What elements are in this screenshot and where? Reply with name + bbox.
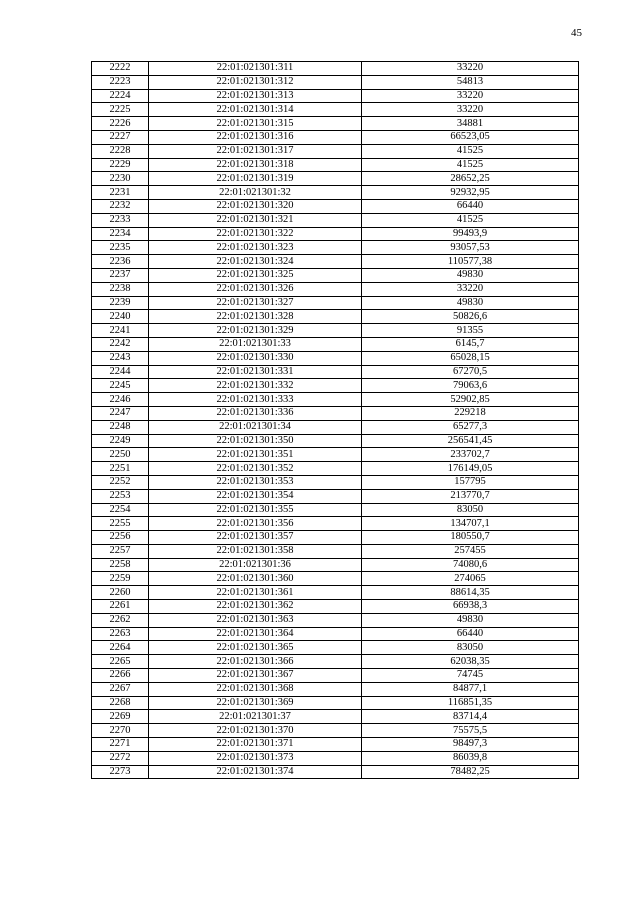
cadastral-number-cell: 22:01:021301:364	[149, 627, 362, 641]
cadastral-number-cell: 22:01:021301:327	[149, 296, 362, 310]
row-number-cell: 2231	[92, 186, 149, 200]
cadastral-number-cell: 22:01:021301:362	[149, 600, 362, 614]
table-row	[92, 434, 579, 448]
value-cell: 66523,05	[362, 130, 579, 144]
table-row	[92, 158, 579, 172]
row-number-cell: 2258	[92, 558, 149, 572]
table-row	[92, 241, 579, 255]
table-row	[92, 600, 579, 614]
table-row	[92, 420, 579, 434]
table-row	[92, 544, 579, 558]
value-cell: 257455	[362, 544, 579, 558]
cadastral-number-cell: 22:01:021301:318	[149, 158, 362, 172]
value-cell: 41525	[362, 158, 579, 172]
cadastral-number-cell: 22:01:021301:356	[149, 517, 362, 531]
cadastral-number-cell: 22:01:021301:369	[149, 696, 362, 710]
cadastral-number-cell: 22:01:021301:315	[149, 117, 362, 131]
row-number-cell: 2236	[92, 255, 149, 269]
cadastral-value-table	[91, 61, 579, 779]
value-cell: 28652,25	[362, 172, 579, 186]
row-number-cell: 2225	[92, 103, 149, 117]
value-cell: 110577,38	[362, 255, 579, 269]
table-row	[92, 144, 579, 158]
table-row	[92, 324, 579, 338]
value-cell: 157795	[362, 475, 579, 489]
table-row	[92, 379, 579, 393]
value-cell: 88614,35	[362, 586, 579, 600]
row-number-cell: 2273	[92, 765, 149, 779]
table-row	[92, 448, 579, 462]
table-row	[92, 186, 579, 200]
cadastral-number-cell: 22:01:021301:36	[149, 558, 362, 572]
row-number-cell: 2260	[92, 586, 149, 600]
row-number-cell: 2224	[92, 89, 149, 103]
value-cell: 86039,8	[362, 751, 579, 765]
value-cell: 93057,53	[362, 241, 579, 255]
table-row	[92, 627, 579, 641]
table-row	[92, 172, 579, 186]
value-cell: 92932,95	[362, 186, 579, 200]
cadastral-number-cell: 22:01:021301:367	[149, 669, 362, 683]
row-number-cell: 2262	[92, 613, 149, 627]
cadastral-number-cell: 22:01:021301:365	[149, 641, 362, 655]
table-row	[92, 393, 579, 407]
value-cell: 83050	[362, 641, 579, 655]
table-row	[92, 710, 579, 724]
row-number-cell: 2226	[92, 117, 149, 131]
cadastral-number-cell: 22:01:021301:313	[149, 89, 362, 103]
table-row	[92, 558, 579, 572]
value-cell: 180550,7	[362, 531, 579, 545]
value-cell: 54813	[362, 75, 579, 89]
row-number-cell: 2272	[92, 751, 149, 765]
row-number-cell: 2241	[92, 324, 149, 338]
table-row	[92, 475, 579, 489]
value-cell: 41525	[362, 144, 579, 158]
cadastral-number-cell: 22:01:021301:325	[149, 268, 362, 282]
cadastral-number-cell: 22:01:021301:330	[149, 351, 362, 365]
row-number-cell: 2247	[92, 406, 149, 420]
table-row	[92, 724, 579, 738]
row-number-cell: 2254	[92, 503, 149, 517]
value-cell: 84877,1	[362, 682, 579, 696]
row-number-cell: 2259	[92, 572, 149, 586]
value-cell: 33220	[362, 62, 579, 76]
cadastral-number-cell: 22:01:021301:333	[149, 393, 362, 407]
cadastral-number-cell: 22:01:021301:33	[149, 337, 362, 351]
table-row	[92, 213, 579, 227]
cadastral-number-cell: 22:01:021301:358	[149, 544, 362, 558]
cadastral-number-cell: 22:01:021301:373	[149, 751, 362, 765]
cadastral-number-cell: 22:01:021301:353	[149, 475, 362, 489]
row-number-cell: 2244	[92, 365, 149, 379]
value-cell: 52902,85	[362, 393, 579, 407]
row-number-cell: 2235	[92, 241, 149, 255]
row-number-cell: 2256	[92, 531, 149, 545]
value-cell: 49830	[362, 296, 579, 310]
row-number-cell: 2237	[92, 268, 149, 282]
row-number-cell: 2252	[92, 475, 149, 489]
table-row	[92, 199, 579, 213]
table-row	[92, 337, 579, 351]
cadastral-number-cell: 22:01:021301:316	[149, 130, 362, 144]
row-number-cell: 2234	[92, 227, 149, 241]
value-cell: 33220	[362, 103, 579, 117]
row-number-cell: 2264	[92, 641, 149, 655]
table-row	[92, 462, 579, 476]
table-row	[92, 117, 579, 131]
row-number-cell: 2267	[92, 682, 149, 696]
cadastral-number-cell: 22:01:021301:363	[149, 613, 362, 627]
table-row	[92, 517, 579, 531]
value-cell: 66938,3	[362, 600, 579, 614]
table-row	[92, 227, 579, 241]
cadastral-number-cell: 22:01:021301:354	[149, 489, 362, 503]
cadastral-number-cell: 22:01:021301:37	[149, 710, 362, 724]
value-cell: 78482,25	[362, 765, 579, 779]
value-cell: 41525	[362, 213, 579, 227]
cadastral-number-cell: 22:01:021301:321	[149, 213, 362, 227]
cadastral-number-cell: 22:01:021301:311	[149, 62, 362, 76]
value-cell: 33220	[362, 89, 579, 103]
cadastral-number-cell: 22:01:021301:312	[149, 75, 362, 89]
table-row	[92, 489, 579, 503]
value-cell: 62038,35	[362, 655, 579, 669]
value-cell: 134707,1	[362, 517, 579, 531]
row-number-cell: 2229	[92, 158, 149, 172]
cadastral-number-cell: 22:01:021301:361	[149, 586, 362, 600]
table-row	[92, 296, 579, 310]
row-number-cell: 2243	[92, 351, 149, 365]
row-number-cell: 2251	[92, 462, 149, 476]
value-cell: 98497,3	[362, 738, 579, 752]
table-row	[92, 641, 579, 655]
cadastral-number-cell: 22:01:021301:34	[149, 420, 362, 434]
cadastral-number-cell: 22:01:021301:366	[149, 655, 362, 669]
value-cell: 75575,5	[362, 724, 579, 738]
value-cell: 83050	[362, 503, 579, 517]
cadastral-number-cell: 22:01:021301:317	[149, 144, 362, 158]
value-cell: 256541,45	[362, 434, 579, 448]
cadastral-number-cell: 22:01:021301:371	[149, 738, 362, 752]
row-number-cell: 2223	[92, 75, 149, 89]
table-row	[92, 130, 579, 144]
row-number-cell: 2238	[92, 282, 149, 296]
table-row	[92, 586, 579, 600]
value-cell: 6145,7	[362, 337, 579, 351]
cadastral-number-cell: 22:01:021301:351	[149, 448, 362, 462]
value-cell: 74080,6	[362, 558, 579, 572]
cadastral-number-cell: 22:01:021301:331	[149, 365, 362, 379]
row-number-cell: 2239	[92, 296, 149, 310]
table-row	[92, 669, 579, 683]
value-cell: 213770,7	[362, 489, 579, 503]
table-row	[92, 406, 579, 420]
row-number-cell: 2228	[92, 144, 149, 158]
table-row	[92, 696, 579, 710]
table-row	[92, 268, 579, 282]
row-number-cell: 2248	[92, 420, 149, 434]
table-row	[92, 310, 579, 324]
row-number-cell: 2242	[92, 337, 149, 351]
table-body	[92, 62, 579, 779]
cadastral-number-cell: 22:01:021301:322	[149, 227, 362, 241]
cadastral-number-cell: 22:01:021301:336	[149, 406, 362, 420]
value-cell: 49830	[362, 613, 579, 627]
row-number-cell: 2266	[92, 669, 149, 683]
table-row	[92, 613, 579, 627]
value-cell: 49830	[362, 268, 579, 282]
row-number-cell: 2227	[92, 130, 149, 144]
row-number-cell: 2249	[92, 434, 149, 448]
cadastral-number-cell: 22:01:021301:355	[149, 503, 362, 517]
row-number-cell: 2261	[92, 600, 149, 614]
value-cell: 229218	[362, 406, 579, 420]
row-number-cell: 2233	[92, 213, 149, 227]
cadastral-number-cell: 22:01:021301:320	[149, 199, 362, 213]
value-cell: 274065	[362, 572, 579, 586]
cadastral-number-cell: 22:01:021301:326	[149, 282, 362, 296]
cadastral-number-cell: 22:01:021301:374	[149, 765, 362, 779]
row-number-cell: 2222	[92, 62, 149, 76]
value-cell: 233702,7	[362, 448, 579, 462]
row-number-cell: 2230	[92, 172, 149, 186]
value-cell: 66440	[362, 199, 579, 213]
table-row	[92, 682, 579, 696]
table-row	[92, 572, 579, 586]
value-cell: 74745	[362, 669, 579, 683]
cadastral-number-cell: 22:01:021301:323	[149, 241, 362, 255]
value-cell: 65028,15	[362, 351, 579, 365]
row-number-cell: 2269	[92, 710, 149, 724]
cadastral-number-cell: 22:01:021301:32	[149, 186, 362, 200]
cadastral-number-cell: 22:01:021301:360	[149, 572, 362, 586]
table-row	[92, 255, 579, 269]
value-cell: 99493,9	[362, 227, 579, 241]
cadastral-number-cell: 22:01:021301:329	[149, 324, 362, 338]
cadastral-number-cell: 22:01:021301:314	[149, 103, 362, 117]
cadastral-number-cell: 22:01:021301:328	[149, 310, 362, 324]
row-number-cell: 2257	[92, 544, 149, 558]
row-number-cell: 2253	[92, 489, 149, 503]
row-number-cell: 2246	[92, 393, 149, 407]
table-row	[92, 765, 579, 779]
table-row	[92, 282, 579, 296]
value-cell: 65277,3	[362, 420, 579, 434]
row-number-cell: 2270	[92, 724, 149, 738]
cadastral-number-cell: 22:01:021301:368	[149, 682, 362, 696]
value-cell: 33220	[362, 282, 579, 296]
cadastral-number-cell: 22:01:021301:332	[149, 379, 362, 393]
table-row	[92, 62, 579, 76]
table-row	[92, 75, 579, 89]
value-cell: 67270,5	[362, 365, 579, 379]
table-row	[92, 365, 579, 379]
value-cell: 91355	[362, 324, 579, 338]
value-cell: 176149,05	[362, 462, 579, 476]
row-number-cell: 2232	[92, 199, 149, 213]
row-number-cell: 2263	[92, 627, 149, 641]
value-cell: 34881	[362, 117, 579, 131]
cadastral-number-cell: 22:01:021301:370	[149, 724, 362, 738]
table-row	[92, 503, 579, 517]
value-cell: 83714,4	[362, 710, 579, 724]
table-row	[92, 351, 579, 365]
value-cell: 50826,6	[362, 310, 579, 324]
row-number-cell: 2268	[92, 696, 149, 710]
table-row	[92, 531, 579, 545]
row-number-cell: 2240	[92, 310, 149, 324]
table-row	[92, 751, 579, 765]
row-number-cell: 2250	[92, 448, 149, 462]
page-number: 45	[571, 27, 582, 39]
row-number-cell: 2271	[92, 738, 149, 752]
cadastral-number-cell: 22:01:021301:352	[149, 462, 362, 476]
cadastral-number-cell: 22:01:021301:324	[149, 255, 362, 269]
value-cell: 79063,6	[362, 379, 579, 393]
value-cell: 66440	[362, 627, 579, 641]
cadastral-number-cell: 22:01:021301:357	[149, 531, 362, 545]
row-number-cell: 2245	[92, 379, 149, 393]
value-cell: 116851,35	[362, 696, 579, 710]
table-row	[92, 103, 579, 117]
row-number-cell: 2265	[92, 655, 149, 669]
table-row	[92, 655, 579, 669]
cadastral-number-cell: 22:01:021301:350	[149, 434, 362, 448]
table-row	[92, 738, 579, 752]
cadastral-number-cell: 22:01:021301:319	[149, 172, 362, 186]
table-row	[92, 89, 579, 103]
row-number-cell: 2255	[92, 517, 149, 531]
